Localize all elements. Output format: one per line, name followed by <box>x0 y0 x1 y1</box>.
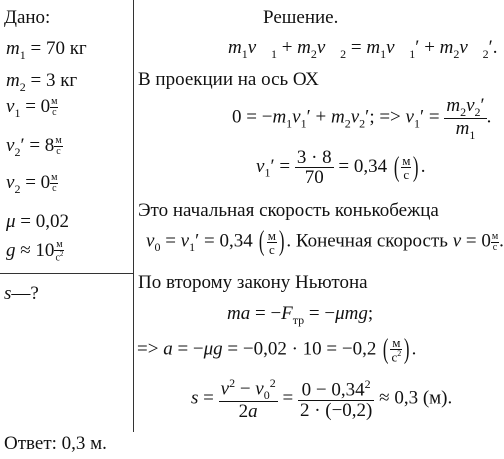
solution-header: Решение. <box>263 7 339 28</box>
given-item-m1: $m_1 = 70$ кг <box>6 38 87 62</box>
answer: Ответ: 0,3 м. <box>4 433 107 454</box>
horizontal-divider <box>0 273 133 274</box>
find-quantity: s—? <box>4 283 39 304</box>
given-item-v2: $v_2 = 0$ $\frac{м}{с}$ <box>6 172 58 196</box>
equation-speed: $v_1'$ = $\frac{3 \cdot 8}{70}$ = 0,34 ( $\frac{м}{с}$ ). <box>256 147 426 188</box>
equation-distance: s = $\frac{v^2 - v_0^2}{2a}$ = $\frac{0 - 0,34^2}{2 \cdot (-0,2)}$ ≈ 0,3 (м). <box>191 376 453 423</box>
given-item-v1: $v_1 = 0$ $\frac{м}{с}$ <box>6 96 58 120</box>
given-item-v2-prime: $v_2' = 8$ $\frac{м}{с}$ <box>6 135 62 159</box>
given-header: Дано: <box>4 7 51 28</box>
vertical-divider <box>133 0 134 432</box>
initial-speed-text: Это начальная скорость конькобежца <box>138 200 439 221</box>
equation-momentum: $m_1v⃗_1$ + $m_2v⃗_2$ = $m_1v⃗_1'$ + $m_2v⃗_2'$. <box>228 37 498 61</box>
projection-text: В проекции на ось ОХ <box>138 69 319 90</box>
given-item-m2: $m_2 = 3$ кг <box>6 70 78 94</box>
newton-law-text: По второму закону Ньютона <box>138 272 368 293</box>
given-item-g: g ≈ 10 $\frac{м}{с^2}$ <box>6 239 64 264</box>
equation-initial-speed: $v_0 = v_1' = 0,34$ ( $\frac{м}{с}$ ). Конечная скорость v = 0 $\frac{м}{с}$ . <box>146 226 504 257</box>
given-item-mu: μ = 0,02 <box>6 211 70 232</box>
equation-projection: $0 = -m_1v_1' + m_2v_2'$; => $v_1'$ = $\frac{m_2v_2'}{m_1}$ . <box>232 95 492 142</box>
equation-newton: ma = $-F_{тр} = -\mu mg$; <box>227 303 374 327</box>
equation-acceleration: => a = −μg = −0,02 · 10 = −0,2 ( $\frac{м}{с^2}$ ). <box>137 334 417 365</box>
